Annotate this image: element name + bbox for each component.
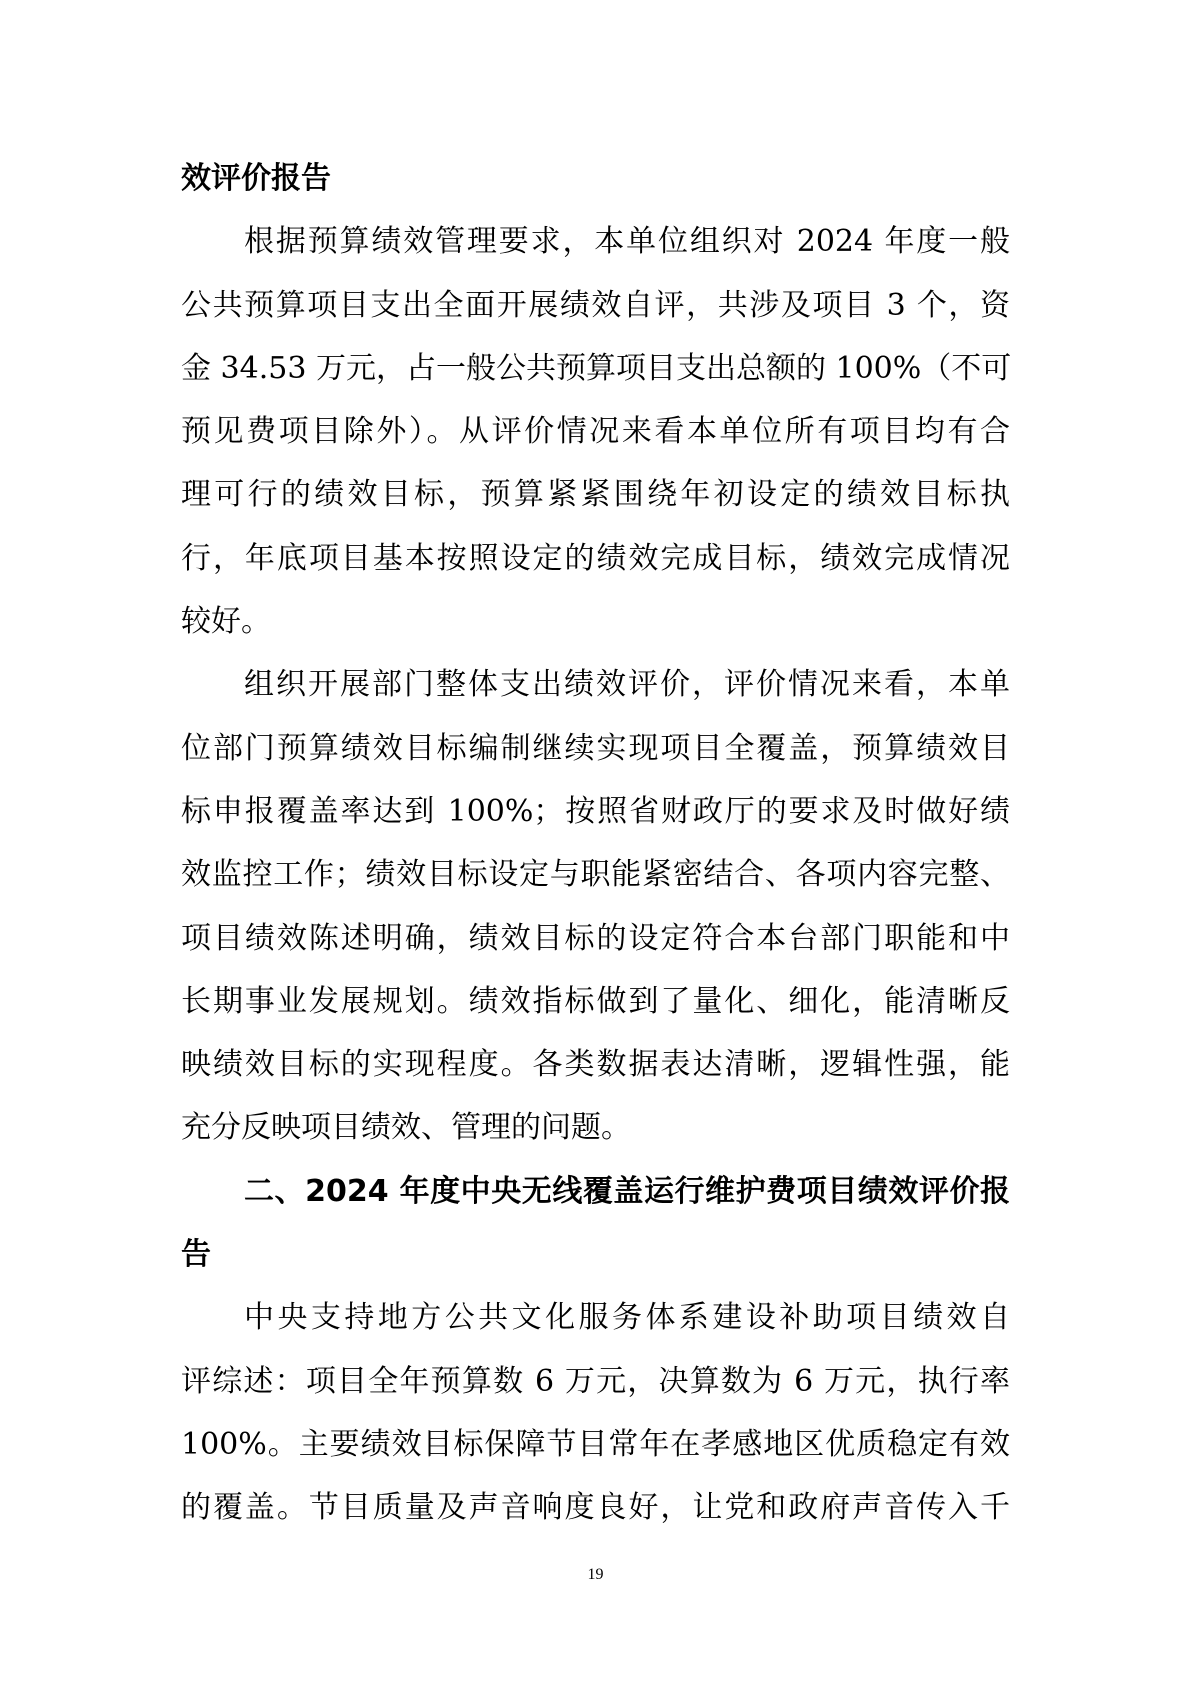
text-line: 根据预算绩效管理要求，本单位组织对 2024 年度一般	[244, 224, 1010, 260]
text-line: 评综述：项目全年预算数 6 万元，决算数为 6 万元，执行率	[181, 1363, 1010, 1399]
text-line: 长期事业发展规划。绩效指标做到了量化、细化，能清晰反	[181, 983, 1010, 1019]
text-line: 金 34.53 万元，占一般公共预算项目支出总额的 100%（不可	[181, 350, 1012, 386]
text-line: 的覆盖。节目质量及声音响度良好，让党和政府声音传入千	[181, 1490, 1010, 1526]
document-body	[181, 147, 1010, 1540]
text-line: 中央支持地方公共文化服务体系建设补助项目绩效自	[244, 1300, 1010, 1336]
text-line: 预见费项目除外）。从评价情况来看本单位所有项目均有合	[181, 414, 1010, 450]
text-line: 较好。	[181, 604, 271, 640]
heading-line: 效评价报告	[181, 161, 331, 196]
text-line: 标申报覆盖率达到 100%；按照省财政厅的要求及时做好绩	[181, 793, 1010, 829]
text-line: 理可行的绩效目标，预算紧紧围绕年初设定的绩效目标执	[181, 477, 1010, 513]
heading-line: 告	[181, 1237, 211, 1273]
heading-line: 二、2024 年度中央无线覆盖运行维护费项目绩效评价报	[244, 1173, 1010, 1209]
text-line: 位部门预算绩效目标编制继续实现项目全覆盖，预算绩效目	[181, 730, 1010, 766]
text-line: 100%。主要绩效目标保障节目常年在孝感地区优质稳定有效	[181, 1426, 1010, 1462]
page-number: 19	[587, 1566, 604, 1583]
text-line: 项目绩效陈述明确，绩效目标的设定符合本台部门职能和中	[181, 920, 1010, 956]
text-line: 行，年底项目基本按照设定的绩效完成目标，绩效完成情况	[181, 540, 1010, 576]
text-line: 公共预算项目支出全面开展绩效自评，共涉及项目 3 个，资	[181, 287, 1010, 323]
text-line: 充分反映项目绩效、管理的问题。	[181, 1110, 631, 1146]
text-line: 效监控工作；绩效目标设定与职能紧密结合、各项内容完整、	[181, 857, 1010, 893]
text-line: 映绩效目标的实现程度。各类数据表达清晰，逻辑性强，能	[181, 1047, 1010, 1083]
text-line: 组织开展部门整体支出绩效评价，评价情况来看，本单	[244, 667, 1010, 703]
